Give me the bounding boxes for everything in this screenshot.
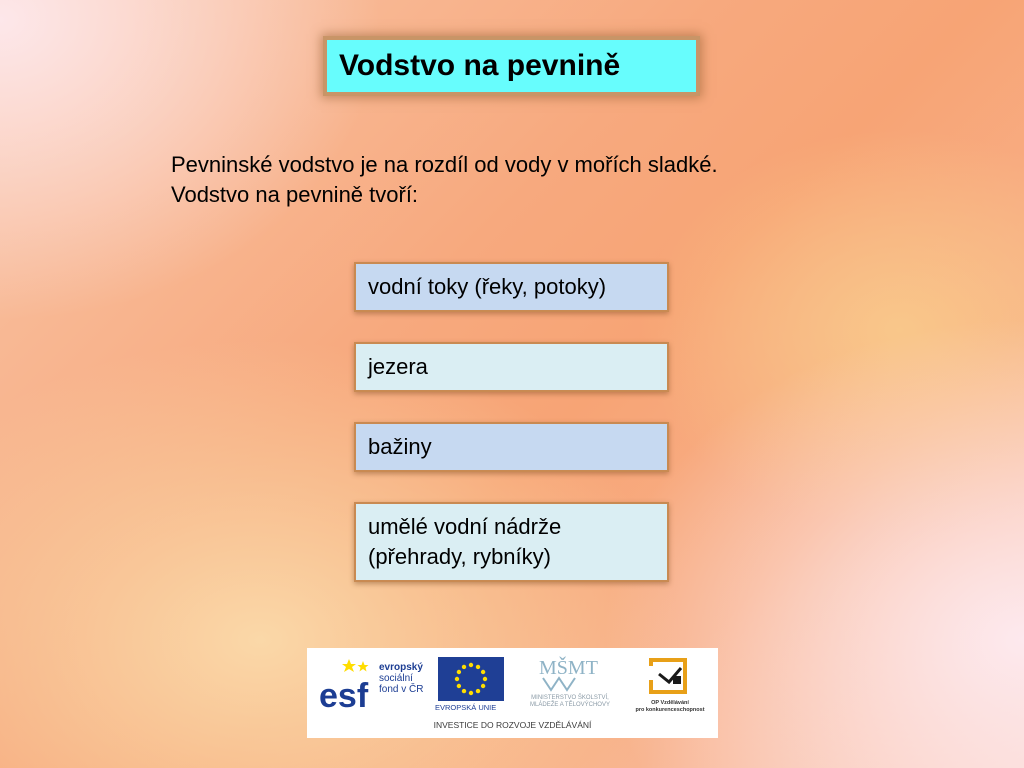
msmt-label (511, 695, 629, 709)
list-item-water-streams (354, 262, 669, 312)
op-line: pro konkurenceschopnost (635, 707, 705, 713)
esf-line: sociální (379, 673, 413, 684)
list-item-reservoirs (354, 502, 669, 582)
list-item-text: (přehrady, rybníky) (368, 544, 551, 569)
esf-line: evropský (379, 662, 423, 673)
investment-tagline: INVESTICE DO ROZVOJE VZDĚLÁVÁNÍ (433, 720, 592, 730)
op-vk-logo-icon (647, 656, 691, 696)
msmt-logo-icon (537, 654, 598, 694)
esf-text (379, 662, 423, 695)
op-line: OP Vzdělávání (651, 700, 689, 706)
op-label (630, 700, 710, 714)
list-item-lakes (354, 342, 669, 392)
esf-logo-icon (319, 657, 377, 715)
intro-line: Vodstvo na pevnině tvoří: (171, 182, 419, 207)
msmt-line: MLÁDEŽE A TĚLOVÝCHOVY (530, 702, 610, 708)
intro-line: Pevninské vodstvo je na rozdíl od vody v mořích sladké. (171, 152, 718, 177)
list-item-text: umělé vodní nádrže (368, 514, 562, 539)
intro-text (171, 150, 871, 210)
list-item-swamps (354, 422, 669, 472)
msmt-letters: MŠMT (539, 657, 598, 679)
funding-logo-bar (307, 648, 718, 738)
esf-letters: esf (319, 677, 369, 715)
eu-label: EVROPSKÁ UNIE (435, 703, 497, 712)
eu-flag-icon (438, 657, 504, 701)
msmt-line: MINISTERSTVO ŠKOLSTVÍ, (531, 695, 609, 701)
list-item-text: vodní toky (řeky, potoky) (368, 274, 607, 299)
slide-title: Vodstvo na pevnině (339, 49, 621, 82)
slide-title-box (327, 40, 696, 92)
list-item-text: jezera (368, 354, 428, 379)
list-item-text: bažiny (368, 434, 432, 459)
esf-line: fond v ČR (379, 684, 424, 695)
